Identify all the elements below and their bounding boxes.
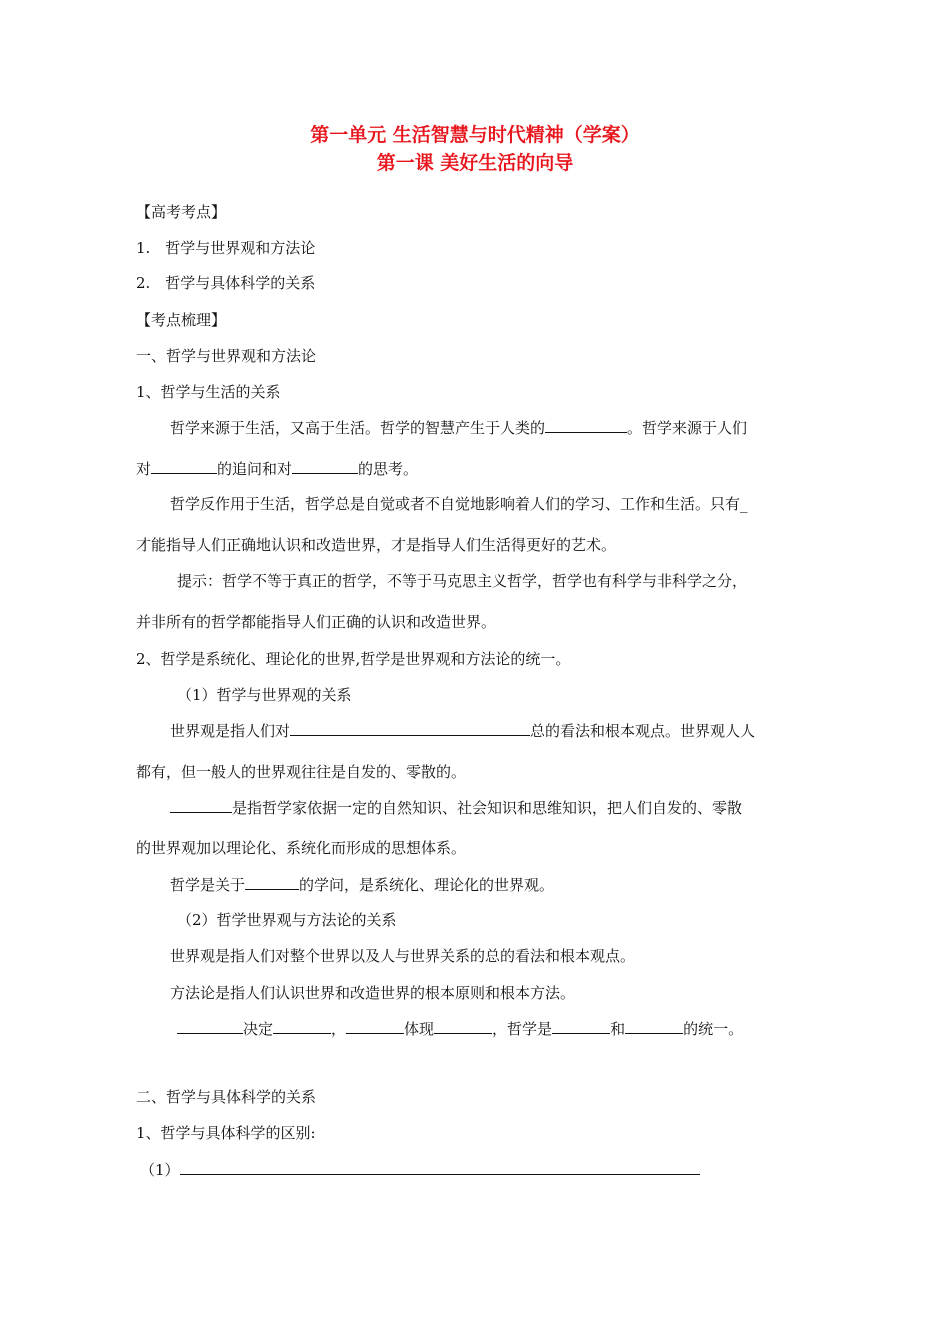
gaokao-item-1: 1. 哲学与世界观和方法论	[136, 239, 316, 257]
paragraph-methodology: 方法论是指人们认识世界和改造世界的根本原则和根本方法。	[170, 984, 576, 1002]
paragraph-philosophy-reaction: 哲学反作用于生活，哲学总是自觉或者不自觉地影响着人们的学习、工作和生活。只有_	[170, 495, 748, 513]
item-1-line: （1）	[140, 1159, 700, 1180]
section-2-heading: 二、哲学与具体科学的关系	[136, 1088, 317, 1106]
title-lesson: 第一课 美好生活的向导	[376, 152, 574, 174]
paragraph-worldview-2: 世界观是指人们对整个世界以及人与世界关系的总的看法和根本观点。	[170, 947, 636, 965]
fill-blank[interactable]	[346, 1018, 404, 1034]
fill-blank[interactable]	[625, 1018, 683, 1034]
paragraph-philosophy-about: 哲学是关于 的学问，是系统化、理论化的世界观。	[170, 876, 555, 894]
subsection-2-2-heading: （2）哲学世界观与方法论的关系	[177, 911, 397, 929]
shuli-heading: 【考点梳理】	[136, 311, 227, 329]
fill-blank[interactable]	[170, 797, 232, 813]
gaokao-heading: 【高考考点】	[136, 203, 227, 221]
paragraph-philosophy-origin: 哲学来源于生活，又高于生活。哲学的智慧产生于人类的 。哲学来源于人们	[170, 419, 748, 437]
paragraph-worldview: 世界观是指人们对 总的看法和根本观点。世界观人人	[170, 722, 756, 740]
fill-blank[interactable]	[292, 458, 358, 474]
subsection-2-1-heading: （1）哲学与世界观的关系	[177, 686, 352, 704]
paragraph-relation: 决定 ， 体现 ，哲学是 和 的统一。	[177, 1018, 743, 1039]
paragraph-philosophy-def: 是指哲学家依据一定的自然知识、社会知识和思维知识，把人们自发的、零散	[170, 797, 742, 818]
fill-blank[interactable]	[151, 458, 217, 474]
title-unit: 第一单元 生活智慧与时代精神（学案）	[310, 124, 640, 146]
subsection-2-heading: 2、哲学是系统化、理论化的世界,哲学是世界观和方法论的统一。	[136, 650, 571, 668]
fill-blank[interactable]	[273, 1018, 331, 1034]
subsection-3-heading: 1、哲学与具体科学的区别:	[136, 1124, 316, 1142]
paragraph-philosophy-reaction-cont: 才能指导人们正确地认识和改造世界，才是指导人们生活得更好的艺术。	[136, 536, 617, 554]
fill-blank[interactable]	[177, 1018, 243, 1034]
fill-blank[interactable]	[545, 417, 627, 433]
subsection-1-heading: 1、哲学与生活的关系	[136, 383, 281, 401]
section-1-heading: 一、哲学与世界观和方法论	[136, 347, 317, 365]
fill-blank[interactable]	[552, 1018, 610, 1034]
fill-blank[interactable]	[290, 720, 530, 736]
tip-text: 提示：哲学不等于真正的哲学，不等于马克思主义哲学，哲学也有科学与非科学之分，	[177, 572, 748, 590]
fill-blank[interactable]	[434, 1018, 492, 1034]
gaokao-item-2: 2. 哲学与具体科学的关系	[136, 274, 316, 292]
fill-blank[interactable]	[180, 1159, 700, 1175]
tip-text-cont: 并非所有的哲学都能指导人们正确的认识和改造世界。	[136, 613, 497, 631]
paragraph-worldview-cont: 都有，但一般人的世界观往往是自发的、零散的。	[136, 763, 467, 781]
paragraph-philosophy-def-cont: 的世界观加以理论化、系统化而形成的思想体系。	[136, 839, 467, 857]
paragraph-philosophy-origin-cont: 对 的追问和对 的思考。	[136, 460, 419, 478]
fill-blank[interactable]	[245, 874, 299, 890]
